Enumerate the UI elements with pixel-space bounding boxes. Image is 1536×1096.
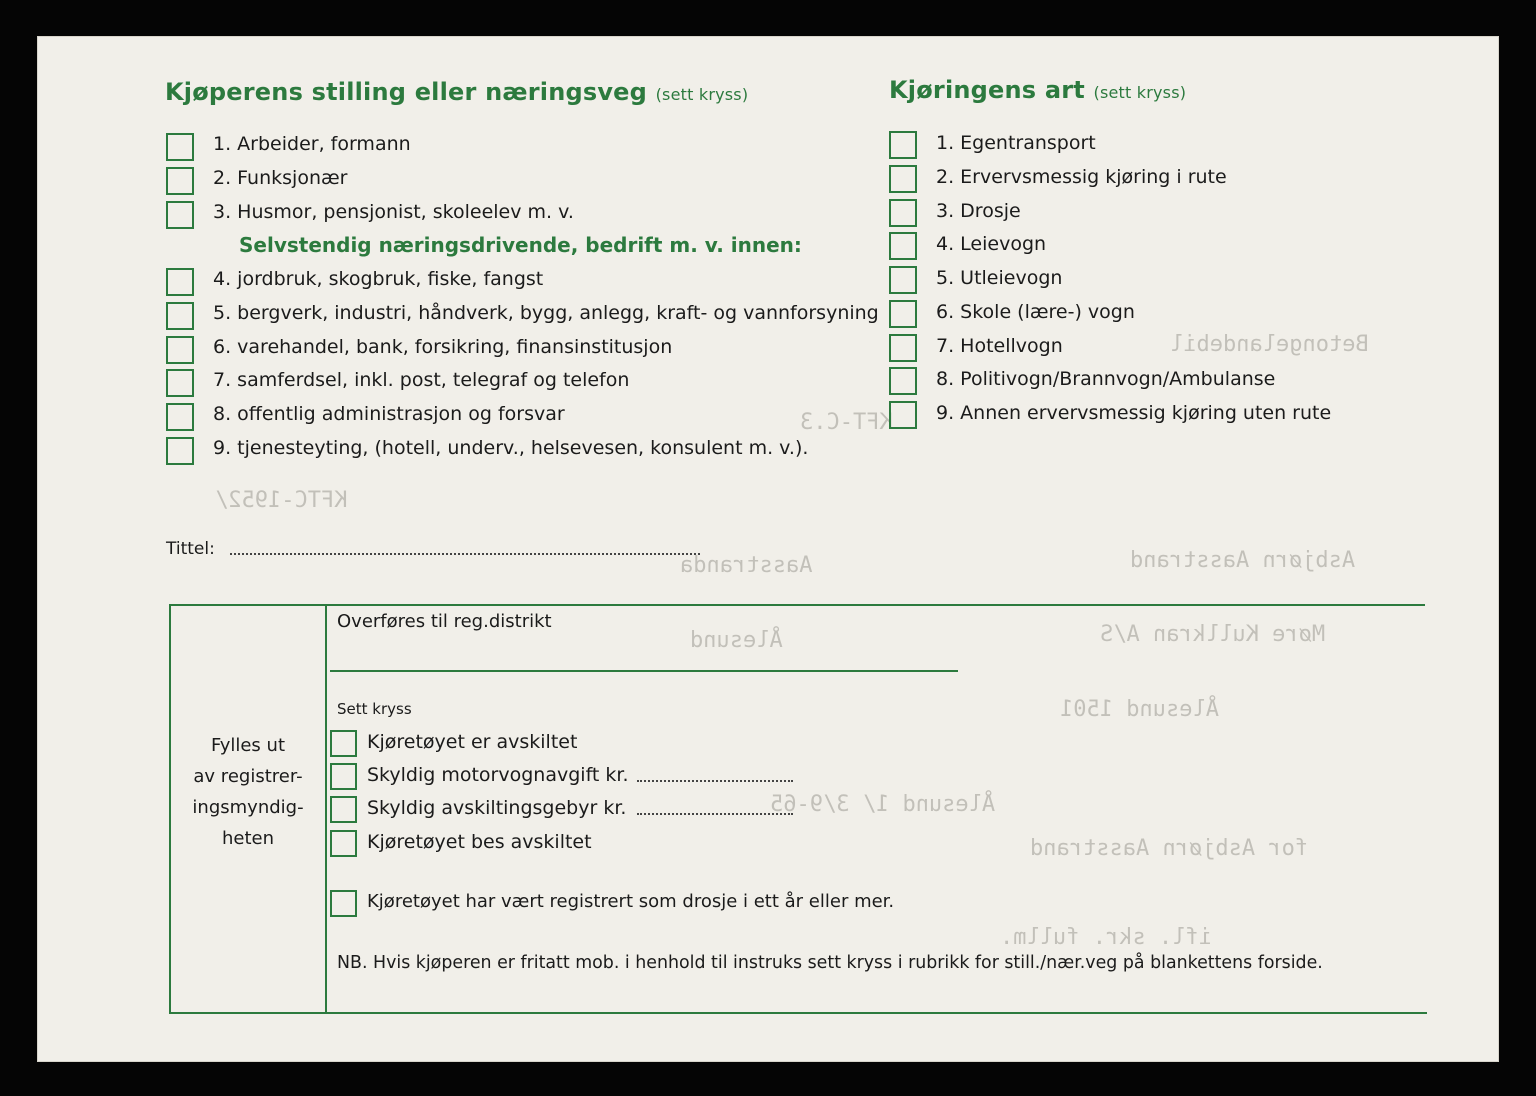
occupation-item-6: 6. varehandel, bank, forsikring, finansinstitusjon [213,336,673,358]
bleed-through-text: Ålesund 1/ 3/9-65 [770,792,996,817]
transfer-district-label: Overføres til reg.distrikt [337,611,552,632]
vehicle-tax-amount-field[interactable] [637,780,793,782]
checkbox-driving-7[interactable] [889,334,917,362]
check-vehicle-tax-label: Skyldig motorvognavgift kr. [367,764,629,786]
check-deregistered-label: Kjøretøyet er avskiltet [367,731,578,753]
checkbox-driving-5[interactable] [889,266,917,294]
driving-item-9: 9. Annen ervervsmessig kjøring uten rute [936,402,1332,424]
bleed-through-text: KFTC-1952/ [215,488,348,513]
authority-box-bottom-border [169,1012,1427,1014]
deregistration-fee-amount-field[interactable] [637,813,793,815]
buyer-occupation-heading [165,78,748,106]
checkbox-occupation-4[interactable] [166,268,194,296]
checkbox-driving-2[interactable] [889,165,917,193]
checkbox-occupation-1[interactable] [166,133,194,161]
driving-item-4: 4. Leievogn [936,233,1047,255]
driving-type-heading [889,76,1186,104]
checkbox-deregistration-fee-owed[interactable] [330,796,357,823]
checkbox-vehicle-tax-owed[interactable] [330,763,357,790]
occupation-item-7: 7. samferdsel, inkl. post, telegraf og telefon [213,369,630,391]
checkbox-driving-6[interactable] [889,300,917,328]
occupation-item-5: 5. bergverk, industri, håndverk, bygg, anlegg, kraft- og vannforsyning [213,302,879,324]
occupation-item-1: 1. Arbeider, formann [213,133,411,155]
occupation-item-9: 9. tjenesteyting, (hotell, underv., helsevesen, konsulent m. v.). [213,437,809,459]
checkbox-deregistered[interactable] [330,730,357,757]
tittel-label: Tittel: [166,539,215,559]
checkbox-occupation-7[interactable] [166,369,194,397]
buyer-occupation-note: (sett kryss) [655,85,749,104]
checkbox-driving-1[interactable] [889,131,917,159]
authority-box-left-border [169,604,171,1014]
bleed-through-text: ifl. skr. fullm. [1000,925,1212,950]
driving-item-3: 3. Drosje [936,200,1021,222]
driving-item-1: 1. Egentransport [936,132,1096,154]
authority-box-top-border [169,604,1425,606]
checkbox-driving-4[interactable] [889,232,917,260]
occupation-item-2: 2. Funksjonær [213,167,348,189]
driving-item-7: 7. Hotellvogn [936,335,1063,357]
occupation-item-4: 4. jordbruk, skogbruk, fiske, fangst [213,268,544,290]
driving-item-6: 6. Skole (lære-) vogn [936,301,1135,323]
bleed-through-text: Ålesund [690,628,783,653]
driving-item-5: 5. Utleievogn [936,267,1063,289]
driving-item-8: 8. Politivogn/Brannvogn/Ambulanse [936,368,1276,390]
checkbox-occupation-6[interactable] [166,336,194,364]
bleed-through-text: Asbjørn Aasstrand [1130,548,1356,573]
checkbox-occupation-9[interactable] [166,437,194,465]
nb-note: NB. Hvis kjøperen er fritatt mob. i henhold til instruks sett kryss i rubrikk for still./nær.veg på blankettens forside. [337,953,1323,973]
occupation-item-3: 3. Husmor, pensjonist, skoleelev m. v. [213,201,574,223]
tittel-field[interactable] [230,553,700,555]
self-employed-subheading: Selvstendig næringsdrivende, bedrift m. v. innen: [239,233,802,257]
checkbox-occupation-5[interactable] [166,302,194,330]
checkbox-driving-3[interactable] [889,199,917,227]
bleed-through-text: for Asbjørn Aasstrand [1030,836,1309,861]
drosje-one-year-label: Kjøretøyet har vært registrert som drosje i ett år eller mer. [367,891,895,912]
authority-side-label-line: av registrer- [193,766,303,787]
driving-item-2: 2. Ervervsmessig kjøring i rute [936,166,1227,188]
bleed-through-text: Betongelandebil [1170,332,1369,357]
authority-side-label-line: ingsmyndig- [192,797,304,818]
sett-kryss-label: Sett kryss [337,700,412,718]
check-deregistration-fee-label: Skyldig avskiltingsgebyr kr. [367,797,627,819]
authority-side-label-line: heten [221,828,275,849]
buyer-occupation-heading-text: Kjøperens stilling eller næringsveg [165,78,648,106]
checkbox-occupation-3[interactable] [166,201,194,229]
driving-type-note: (sett kryss) [1093,83,1187,102]
driving-type-heading-text: Kjøringens art [889,76,1085,104]
authority-side-label-line: Fylles ut [211,735,285,756]
authority-side-label [172,730,324,854]
checkbox-request-deregistration[interactable] [330,830,357,857]
bleed-through-text: Ålesund 1501 [1060,697,1219,722]
bleed-through-text: Møre Kullkran A/S [1100,622,1326,647]
checkbox-drosje-one-year[interactable] [330,890,357,917]
checkbox-driving-9[interactable] [889,401,917,429]
checkbox-driving-8[interactable] [889,367,917,395]
authority-box-divider [325,604,327,1014]
bleed-through-text: KFT-C.3 [800,410,893,435]
occupation-item-8: 8. offentlig administrasjon og forsvar [213,403,565,425]
checkbox-occupation-8[interactable] [166,403,194,431]
check-request-deregistration-label: Kjøretøyet bes avskiltet [367,831,592,853]
bleed-through-text: Aasstranda [680,553,813,578]
checkbox-occupation-2[interactable] [166,167,194,195]
transfer-district-line [330,670,958,672]
